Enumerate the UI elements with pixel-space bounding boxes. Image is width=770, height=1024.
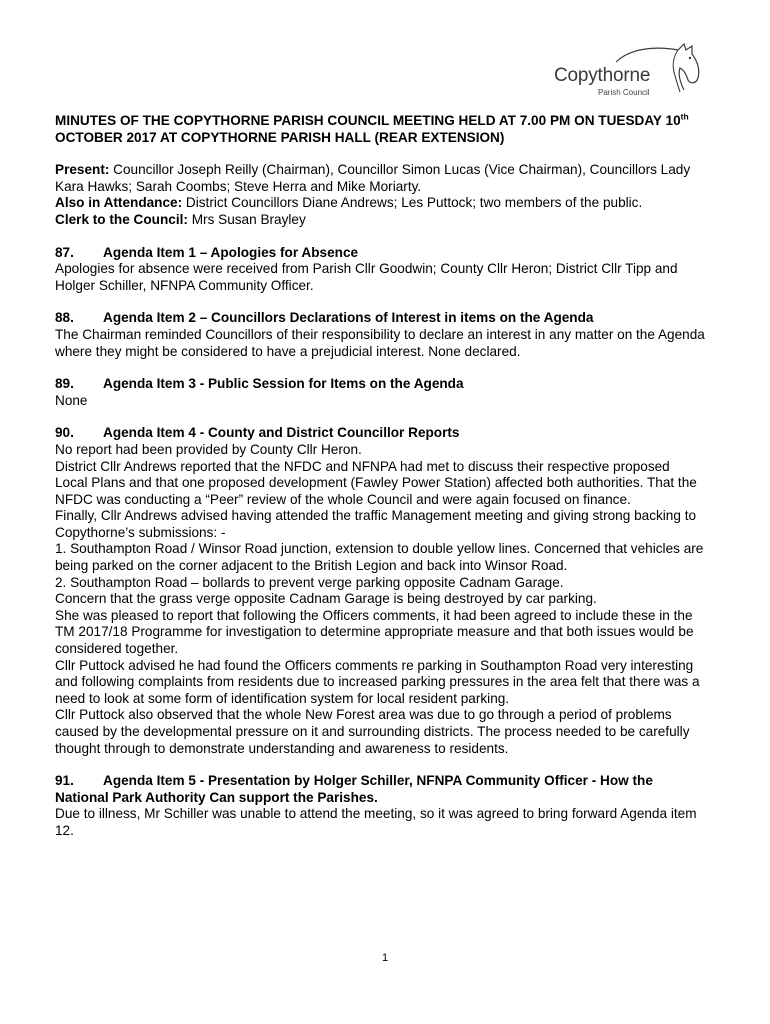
- item-89-body: None: [55, 392, 88, 408]
- parish-council-logo: [548, 40, 708, 102]
- item-heading-text: Agenda Item 1 – Apologies for Absence: [103, 244, 359, 260]
- item-heading-text: Agenda Item 5 - Presentation by Holger Schiller, NFNPA Community Officer - How the National Park Authority Can support the Parishes.: [55, 773, 653, 805]
- item-number: 88.: [55, 310, 74, 326]
- present-text: Councillor Joseph Reilly (Chairman), Councillor Simon Lucas (Vice Chairman), Councillors Lady Kara Hawks; Sarah Coombs; Steve Herra and Mike Moriarty.: [55, 162, 691, 194]
- also-attendance-paragraph: [55, 195, 705, 212]
- item-91-heading: [55, 773, 705, 806]
- item-90-paragraph: Finally, Cllr Andrews advised having attended the traffic Management meeting and giving strong backing to Copythorne’s submissions: -: [55, 508, 697, 540]
- item-number: 91.: [55, 773, 74, 789]
- logo-name: Copythorne: [554, 65, 651, 86]
- item-90-paragraph: Cllr Puttock advised he had found the Officers comments re parking in Southampton Road very interesting and following complaints from residents due to increased parking pressures in the area felt that there was a need to look at some form of identification system for local resident parking.: [55, 657, 700, 706]
- document-title: [55, 113, 705, 146]
- item-heading-text: Agenda Item 4 - County and District Councillor Reports: [103, 425, 460, 441]
- item-90-paragraph: 1. Southampton Road / Winsor Road junction, extension to double yellow lines. Concerned that vehicles are being parked on the corner adjacent to the British Legion and back into Winsor Road.: [55, 541, 704, 574]
- item-90-paragraph: No report had been provided by County Cllr Heron.: [55, 441, 362, 457]
- item-91-body: Due to illness, Mr Schiller was unable to attend the meeting, so it was agreed to bring forward Agenda item 12.: [55, 806, 697, 838]
- present-paragraph: [55, 162, 705, 195]
- item-90-paragraph: Cllr Puttock also observed that the whole New Forest area was due to go through a period of problems caused by the developmental pressure on it and surrounding districts. The process needed to be carefully thought through to demonstrate understanding and awareness to residents.: [55, 707, 690, 756]
- title-part-1: MINUTES OF THE COPYTHORNE PARISH COUNCIL MEETING HELD AT 7.00 PM ON TUESDAY 10: [55, 113, 681, 128]
- item-87-body: Apologies for absence were received from Parish Cllr Goodwin; County Cllr Heron; District Cllr Tipp and Holger Schiller, NFNPA Community Officer.: [55, 261, 678, 293]
- present-label: Present:: [55, 162, 110, 178]
- item-heading-text: Agenda Item 2 – Councillors Declarations of Interest in items on the Agenda: [103, 310, 594, 326]
- item-88-body: The Chairman reminded Councillors of their responsibility to declare an interest in any matter on the Agenda where they might be considered to have a prejudicial interest. None declared.: [55, 326, 705, 359]
- clerk-text: Mrs Susan Brayley: [187, 211, 306, 227]
- item-number: 90.: [55, 425, 74, 441]
- also-label: Also in Attendance:: [55, 195, 183, 211]
- item-89-heading: [55, 376, 705, 393]
- title-part-2: OCTOBER 2017 AT COPYTHORNE PARISH HALL (REAR EXTENSION): [55, 129, 505, 145]
- item-number: 89.: [55, 376, 74, 392]
- horse-head-icon: [608, 40, 704, 96]
- page-number: 1: [381, 952, 389, 964]
- item-number: 87.: [55, 244, 74, 260]
- also-text: District Councillors Diane Andrews; Les Puttock; two members of the public.: [182, 195, 643, 211]
- item-90-heading: [55, 425, 705, 442]
- clerk-label: Clerk to the Council:: [55, 211, 188, 227]
- item-88-heading: [55, 310, 705, 327]
- item-heading-text: Agenda Item 3 - Public Session for Items on the Agenda: [103, 376, 464, 392]
- item-90-paragraph: Concern that the grass verge opposite Cadnam Garage is being destroyed by car parking.: [55, 591, 597, 607]
- item-87-heading: [55, 245, 705, 262]
- title-superscript: th: [680, 111, 689, 122]
- item-90-paragraph: 2. Southampton Road – bollards to prevent verge parking opposite Cadnam Garage.: [55, 574, 564, 590]
- logo-subtitle: Parish Council: [598, 88, 650, 97]
- minutes-content: [55, 113, 705, 840]
- item-90-paragraph: District Cllr Andrews reported that the NFDC and NFNPA had met to discuss their respective proposed Local Plans and that one proposed development (Fawley Power Station) affected both authorities. That the NFDC was conducting a “Peer” review of the whole Council and were again focused on finance.: [55, 458, 697, 507]
- clerk-paragraph: [55, 212, 705, 229]
- item-90-paragraph: She was pleased to report that following the Officers comments, it had been agreed to include these in the TM 2017/18 Programme for investigation to determine appropriate measure and that both issues would be considered together.: [55, 607, 694, 657]
